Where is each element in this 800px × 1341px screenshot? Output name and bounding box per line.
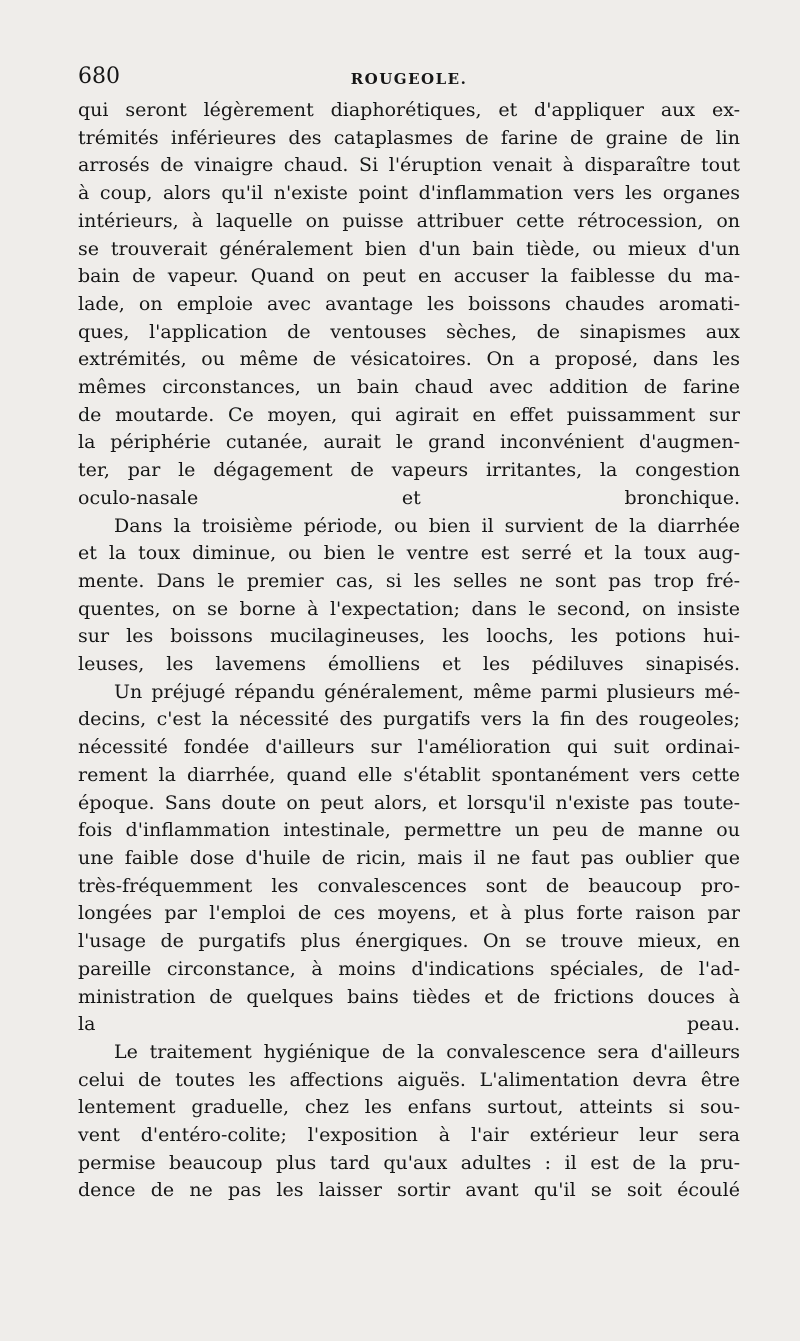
text-line: quentes, on se borne à l'expectation; dans le second, on insiste [78, 597, 740, 620]
text-line: Dans la troisième période, ou bien il survient de la diarrhée [114, 514, 740, 537]
text-line: lentement graduelle, chez les enfans surtout, atteints si sou- [78, 1096, 740, 1119]
page-header [78, 64, 740, 94]
text-line: mente. Dans le premier cas, si les selles ne sont pas trop fré- [78, 569, 740, 592]
page-number: 680 [78, 64, 120, 89]
text-line: mêmes circonstances, un bain chaud avec addition de farine [78, 376, 740, 399]
text-line: de moutarde. Ce moyen, qui agirait en effet puissamment sur [78, 403, 740, 426]
text-line: qui seront légèrement diaphorétiques, et d'appliquer aux ex- [78, 99, 740, 121]
text-line: vent d'entéro-colite; l'exposition à l'air extérieur leur sera [78, 1124, 740, 1147]
text-line: ter, par le dégagement de vapeurs irritantes, la congestion [78, 459, 740, 482]
text-line: la périphérie cutanée, aurait le grand inconvénient d'augmen- [78, 431, 740, 454]
paragraph [78, 513, 740, 679]
paragraph [78, 1039, 740, 1205]
text-line: sur les boissons mucilagineuses, les loochs, les potions hui- [78, 625, 740, 648]
text-line: permise beaucoup plus tard qu'aux adultes : il est de la pru- [78, 1151, 740, 1174]
text-line: nécessité fondée d'ailleurs sur l'amélioration qui suit ordinai- [78, 736, 740, 759]
text-line: dence de ne pas les laisser sortir avant qu'il se soit écoulé [78, 1179, 740, 1202]
text-line: leuses, les lavemens émolliens et les pédiluves sinapisés. [78, 653, 740, 676]
text-line: la peau. [78, 1013, 740, 1036]
text-line: oculo-nasale et bronchique. [78, 486, 740, 509]
text-line: extrémités, ou même de vésicatoires. On a proposé, dans les [78, 348, 740, 371]
text-line: longées par l'emploi de ces moyens, et à plus forte raison par [78, 902, 740, 925]
text-line: pareille circonstance, à moins d'indications spéciales, de l'ad- [78, 957, 740, 980]
body-text [78, 97, 740, 1205]
text-line: decins, c'est la nécessité des purgatifs vers la fin des rougeoles; [78, 708, 740, 731]
text-line: fois d'inflammation intestinale, permettre un peu de manne ou [78, 819, 740, 842]
text-line: Un préjugé répandu généralement, même parmi plusieurs mé- [114, 680, 740, 703]
text-line: Le traitement hygiénique de la convalescence sera d'ailleurs [114, 1040, 740, 1063]
text-line: et la toux diminue, ou bien le ventre est serré et la toux aug- [78, 542, 740, 565]
running-title: ROUGEOLE. [350, 70, 468, 88]
text-line: l'usage de purgatifs plus énergiques. On se trouve mieux, en [78, 930, 740, 953]
text-line: ministration de quelques bains tièdes et de frictions douces à [78, 985, 740, 1008]
paragraph [78, 97, 740, 513]
text-line: une faible dose d'huile de ricin, mais il ne faut pas oublier que [78, 846, 740, 869]
text-line: époque. Sans doute on peut alors, et lorsqu'il n'existe pas toute- [78, 791, 740, 814]
paragraph [78, 679, 740, 1039]
text-line: ques, l'application de ventouses sèches, de sinapismes aux [78, 320, 740, 343]
text-line: trémités inférieures des cataplasmes de farine de graine de lin [78, 126, 740, 149]
text-line: se trouverait généralement bien d'un bain tiède, ou mieux d'un [78, 237, 740, 260]
text-line: bain de vapeur. Quand on peut en accuser la faiblesse du ma- [78, 265, 740, 288]
text-line: intérieurs, à laquelle on puisse attribuer cette rétrocession, on [78, 209, 740, 232]
text-line: rement la diarrhée, quand elle s'établit spontanément vers cette [78, 763, 740, 786]
text-line: celui de toutes les affections aiguës. L'alimentation devra être [78, 1068, 740, 1091]
text-line: arrosés de vinaigre chaud. Si l'éruption venait à disparaître tout [78, 154, 740, 177]
text-line: très-fréquemment les convalescences sont de beaucoup pro- [78, 874, 740, 897]
text-line: à coup, alors qu'il n'existe point d'inflammation vers les organes [78, 182, 740, 205]
text-line: lade, on emploie avec avantage les boissons chaudes aromati- [78, 292, 740, 315]
